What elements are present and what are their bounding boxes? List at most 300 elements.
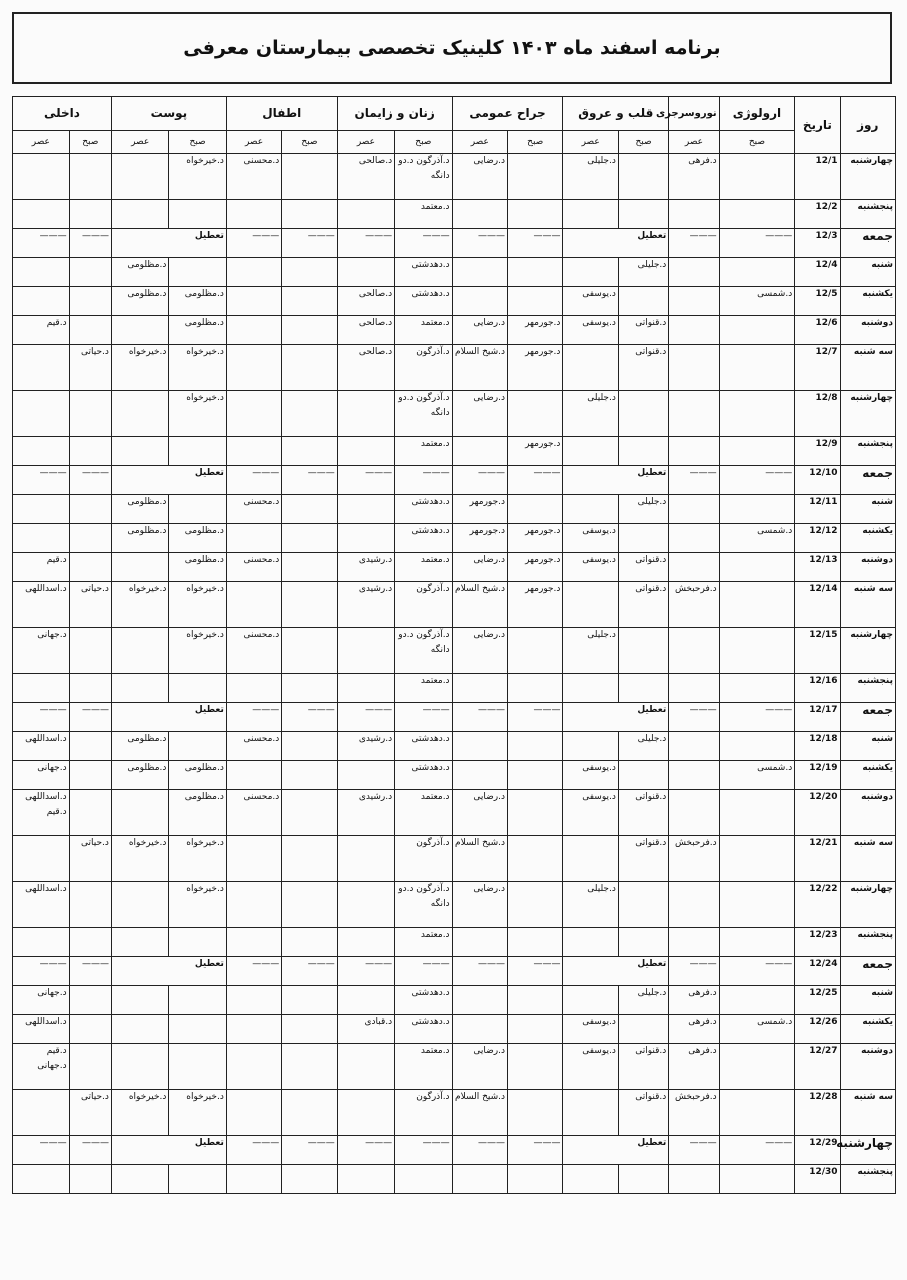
doctor-cell [282, 437, 337, 466]
doctor-cell: د.مظلومی [169, 761, 226, 790]
day-cell: دوشنبه [840, 1044, 895, 1090]
doctor-cell: د.دهدشتی [395, 732, 452, 761]
closed-dash: ——— [452, 466, 507, 495]
doctor-cell: د.اسداللهی [13, 582, 70, 628]
closed-label: تعطیل [563, 703, 669, 732]
doctor-cell: د.یوسفی [563, 287, 618, 316]
closed-dash: ——— [452, 957, 507, 986]
doctor-cell [563, 1090, 618, 1136]
doctor-cell: د.صالحی [337, 345, 394, 391]
doctor-cell [508, 882, 563, 928]
day-cell: دوشنبه [840, 553, 895, 582]
date-cell: 12/18 [795, 732, 840, 761]
closed-dash: ——— [13, 957, 70, 986]
doctor-cell: د.معتمد [395, 200, 452, 229]
closed-label: تعطیل [111, 229, 226, 258]
doctor-cell: د.قنواتی [618, 345, 668, 391]
doctor-cell [452, 732, 507, 761]
doctor-cell: د.اسداللهی [13, 1015, 70, 1044]
closed-label: تعطیل [111, 957, 226, 986]
doctor-cell [669, 790, 719, 836]
doctor-cell [69, 790, 111, 836]
doctor-cell [169, 200, 226, 229]
doctor-cell [282, 582, 337, 628]
closed-dash: ——— [719, 703, 795, 732]
doctor-cell: د.دهدشتی [395, 287, 452, 316]
day-cell: پنجشنبه [840, 928, 895, 957]
doctor-cell [169, 495, 226, 524]
doctor-cell: د.فرهی [669, 1044, 719, 1090]
doctor-cell [337, 674, 394, 703]
doctor-cell [13, 154, 70, 200]
doctor-cell: د.قنواتی [618, 836, 668, 882]
header-pediatrics: اطفال [226, 97, 337, 131]
date-cell: 12/3 [795, 229, 840, 258]
date-cell: 12/23 [795, 928, 840, 957]
doctor-cell [669, 524, 719, 553]
header-obgyn: زنان و زایمان [337, 97, 452, 131]
doctor-cell [226, 1090, 281, 1136]
doctor-cell: د.شیخ السلام [452, 582, 507, 628]
subheader-cardio-morning: صبح [618, 131, 668, 154]
day-cell: پنجشنبه [840, 1165, 895, 1194]
doctor-cell [337, 928, 394, 957]
doctor-cell [719, 154, 795, 200]
doctor-cell [226, 1044, 281, 1090]
date-cell: 12/27 [795, 1044, 840, 1090]
doctor-cell [719, 582, 795, 628]
schedule-body [13, 154, 896, 1194]
doctor-cell: د.یوسفی [563, 553, 618, 582]
table-row [13, 582, 896, 628]
doctor-cell [508, 1015, 563, 1044]
doctor-cell [669, 1165, 719, 1194]
doctor-cell [282, 1044, 337, 1090]
doctor-cell: د.رشیدی [337, 732, 394, 761]
closed-dash: ——— [508, 1136, 563, 1165]
table-row [13, 258, 896, 287]
doctor-cell [508, 200, 563, 229]
date-cell: 12/5 [795, 287, 840, 316]
doctor-cell [452, 437, 507, 466]
doctor-cell: د.مظلومی [111, 761, 168, 790]
day-cell: یکشنبه [840, 761, 895, 790]
doctor-cell [69, 258, 111, 287]
day-cell: چهارشنبه [840, 391, 895, 437]
doctor-cell [452, 1015, 507, 1044]
doctor-cell [69, 928, 111, 957]
closed-dash: ——— [719, 229, 795, 258]
doctor-cell: د.جلیلی [618, 258, 668, 287]
doctor-cell: د.جورمهر [508, 553, 563, 582]
closed-dash: ——— [395, 957, 452, 986]
doctor-cell: د.معتمد [395, 437, 452, 466]
subheader-obgyn-evening: عصر [337, 131, 394, 154]
doctor-cell: د.فرهی [669, 986, 719, 1015]
doctor-cell: د.جلیلی [563, 391, 618, 437]
doctor-cell [669, 732, 719, 761]
doctor-cell [226, 391, 281, 437]
table-row [13, 836, 896, 882]
day-cell: جمعه [840, 957, 895, 986]
closed-dash: ——— [282, 1136, 337, 1165]
doctor-cell: د.قیم [13, 553, 70, 582]
doctor-cell: د.جلیلی [618, 986, 668, 1015]
doctor-cell [111, 986, 168, 1015]
doctor-cell: د.رشیدی [337, 790, 394, 836]
doctor-cell [508, 628, 563, 674]
date-cell: 12/8 [795, 391, 840, 437]
date-cell: 12/1 [795, 154, 840, 200]
day-cell: سه شنبه [840, 345, 895, 391]
day-cell: شنبه [840, 732, 895, 761]
doctor-cell [13, 1165, 70, 1194]
doctor-cell [282, 200, 337, 229]
doctor-cell [618, 391, 668, 437]
doctor-cell [669, 287, 719, 316]
doctor-cell [69, 495, 111, 524]
table-row [13, 466, 896, 495]
closed-dash: ——— [669, 703, 719, 732]
doctor-cell [282, 553, 337, 582]
doctor-cell: د.خیرخواه [111, 582, 168, 628]
closed-dash: ——— [13, 703, 70, 732]
date-cell: 12/30 [795, 1165, 840, 1194]
date-cell: 12/29 [795, 1136, 840, 1165]
doctor-cell [452, 761, 507, 790]
doctor-cell: د.جلیلی [563, 628, 618, 674]
doctor-cell [169, 437, 226, 466]
closed-dash: ——— [395, 1136, 452, 1165]
doctor-cell: د.حیاتی [69, 1090, 111, 1136]
doctor-cell [618, 437, 668, 466]
table-row [13, 703, 896, 732]
day-cell: شنبه [840, 495, 895, 524]
doctor-cell [226, 582, 281, 628]
doctor-cell [618, 287, 668, 316]
doctor-cell [618, 154, 668, 200]
doctor-cell [282, 1015, 337, 1044]
closed-label: تعطیل [563, 1136, 669, 1165]
date-cell: 12/24 [795, 957, 840, 986]
doctor-cell: د.یوسفی [563, 1044, 618, 1090]
closed-dash: ——— [282, 229, 337, 258]
closed-dash: ——— [719, 1136, 795, 1165]
doctor-cell: د.جورمهر [508, 524, 563, 553]
doctor-cell [69, 553, 111, 582]
closed-dash: ——— [69, 1136, 111, 1165]
doctor-cell [282, 524, 337, 553]
date-cell: 12/7 [795, 345, 840, 391]
header-urology: ارولوژی [719, 97, 795, 131]
doctor-cell: د.رضایی [452, 553, 507, 582]
day-cell: جمعه [840, 703, 895, 732]
date-cell: 12/2 [795, 200, 840, 229]
doctor-cell [13, 836, 70, 882]
day-cell: پنجشنبه [840, 437, 895, 466]
schedule-table [12, 96, 896, 1194]
doctor-cell [719, 1090, 795, 1136]
closed-dash: ——— [69, 703, 111, 732]
table-row [13, 882, 896, 928]
doctor-cell: د.محسنی [226, 790, 281, 836]
doctor-cell [669, 495, 719, 524]
doctor-cell [169, 258, 226, 287]
closed-dash: ——— [508, 466, 563, 495]
doctor-cell [719, 986, 795, 1015]
closed-dash: ——— [226, 1136, 281, 1165]
doctor-cell: د.دهدشتی [395, 986, 452, 1015]
doctor-cell: د.شیخ السلام [452, 1090, 507, 1136]
doctor-cell [69, 761, 111, 790]
doctor-cell: د.فرحبخش [669, 1090, 719, 1136]
doctor-cell: د.دهدشتی [395, 258, 452, 287]
doctor-cell: د.معتمد [395, 674, 452, 703]
doctor-cell: د.قنواتی [618, 790, 668, 836]
doctor-cell [226, 287, 281, 316]
doctor-cell: د.آذرگون د.دو دانگه [395, 154, 452, 200]
doctor-cell: د.دهدشتی [395, 761, 452, 790]
doctor-cell [337, 391, 394, 437]
table-row [13, 524, 896, 553]
doctor-cell [337, 437, 394, 466]
header-neurosurgery: نوروسرجری [669, 97, 719, 131]
table-row [13, 790, 896, 836]
doctor-cell [669, 553, 719, 582]
subheader-cardio-evening: عصر [563, 131, 618, 154]
day-cell: یکشنبه [840, 287, 895, 316]
doctor-cell [563, 928, 618, 957]
date-cell: 12/10 [795, 466, 840, 495]
table-row [13, 287, 896, 316]
doctor-cell [226, 928, 281, 957]
doctor-cell [111, 553, 168, 582]
doctor-cell [282, 287, 337, 316]
doctor-cell: د.شمسی [719, 287, 795, 316]
doctor-cell [669, 928, 719, 957]
doctor-cell [618, 761, 668, 790]
doctor-cell [226, 345, 281, 391]
doctor-cell [337, 1090, 394, 1136]
doctor-cell: د.رضایی [452, 882, 507, 928]
doctor-cell [69, 1165, 111, 1194]
doctor-cell: د.جهانی [13, 761, 70, 790]
date-cell: 12/9 [795, 437, 840, 466]
doctor-cell: د.مظلومی [169, 316, 226, 345]
doctor-cell: د.خیرخواه [111, 345, 168, 391]
doctor-cell: د.رشیدی [337, 582, 394, 628]
doctor-cell [111, 154, 168, 200]
closed-dash: ——— [337, 466, 394, 495]
doctor-cell [452, 287, 507, 316]
doctor-cell: د.حیاتی [69, 345, 111, 391]
doctor-cell [111, 928, 168, 957]
doctor-cell [111, 628, 168, 674]
doctor-cell: د.قیم [13, 316, 70, 345]
doctor-cell: د.مظلومی [111, 495, 168, 524]
doctor-cell: د.شمسی [719, 761, 795, 790]
doctor-cell: د.خیرخواه [169, 582, 226, 628]
doctor-cell: د.خیرخواه [169, 391, 226, 437]
doctor-cell: د.قنواتی [618, 553, 668, 582]
doctor-cell: د.شمسی [719, 524, 795, 553]
doctor-cell: د.مظلومی [111, 287, 168, 316]
doctor-cell: د.جورمهر [508, 316, 563, 345]
doctor-cell [169, 1165, 226, 1194]
doctor-cell: د.خیرخواه [111, 1090, 168, 1136]
doctor-cell [618, 1015, 668, 1044]
doctor-cell [508, 732, 563, 761]
title-box [12, 12, 892, 84]
doctor-cell [669, 628, 719, 674]
doctor-cell [111, 316, 168, 345]
doctor-cell [169, 986, 226, 1015]
subheader-internal-evening: عصر [13, 131, 70, 154]
doctor-cell: د.دهدشتی [395, 524, 452, 553]
doctor-cell [508, 1044, 563, 1090]
doctor-cell [111, 674, 168, 703]
doctor-cell [226, 1015, 281, 1044]
doctor-cell [111, 882, 168, 928]
date-cell: 12/28 [795, 1090, 840, 1136]
doctor-cell: د.مظلومی [169, 790, 226, 836]
doctor-cell [69, 882, 111, 928]
doctor-cell: د.محسنی [226, 495, 281, 524]
doctor-cell [563, 437, 618, 466]
subheader-peds-morning: صبح [282, 131, 337, 154]
doctor-cell [669, 761, 719, 790]
doctor-cell [452, 928, 507, 957]
closed-dash: ——— [13, 466, 70, 495]
day-cell: چهارشنبه [840, 154, 895, 200]
closed-dash: ——— [508, 703, 563, 732]
table-row [13, 391, 896, 437]
doctor-cell [669, 437, 719, 466]
doctor-cell [13, 345, 70, 391]
closed-dash: ——— [395, 703, 452, 732]
closed-label: تعطیل [111, 1136, 226, 1165]
doctor-cell [452, 674, 507, 703]
closed-label: تعطیل [111, 703, 226, 732]
doctor-cell: د.رضایی [452, 316, 507, 345]
doctor-cell: د.یوسفی [563, 761, 618, 790]
doctor-cell [226, 258, 281, 287]
doctor-cell: د.معتمد [395, 928, 452, 957]
doctor-cell [282, 674, 337, 703]
doctor-cell [282, 761, 337, 790]
doctor-cell [563, 674, 618, 703]
closed-label: تعطیل [111, 466, 226, 495]
date-cell: 12/6 [795, 316, 840, 345]
doctor-cell [563, 1165, 618, 1194]
doctor-cell: د.اسداللهی [13, 882, 70, 928]
doctor-cell [669, 316, 719, 345]
doctor-cell [111, 1165, 168, 1194]
doctor-cell [508, 391, 563, 437]
doctor-cell [13, 928, 70, 957]
doctor-cell: د.رضایی [452, 391, 507, 437]
closed-dash: ——— [452, 1136, 507, 1165]
day-cell: دوشنبه [840, 316, 895, 345]
table-row [13, 928, 896, 957]
doctor-cell [337, 524, 394, 553]
doctor-cell: د.خیرخواه [111, 836, 168, 882]
doctor-cell [282, 732, 337, 761]
day-cell: چهارشنبه [840, 882, 895, 928]
doctor-cell: د.جلیلی [618, 732, 668, 761]
doctor-cell [69, 200, 111, 229]
doctor-cell [282, 790, 337, 836]
doctor-cell: د.خیرخواه [169, 836, 226, 882]
date-cell: 12/15 [795, 628, 840, 674]
doctor-cell [337, 882, 394, 928]
doctor-cell [111, 391, 168, 437]
doctor-cell [226, 836, 281, 882]
date-cell: 12/19 [795, 761, 840, 790]
closed-dash: ——— [395, 229, 452, 258]
doctor-cell [69, 316, 111, 345]
doctor-cell: د.مظلومی [111, 732, 168, 761]
doctor-cell [337, 836, 394, 882]
header-cardio: قلب و عروق [563, 97, 669, 131]
doctor-cell [563, 732, 618, 761]
closed-label: تعطیل [563, 466, 669, 495]
closed-dash: ——— [669, 466, 719, 495]
doctor-cell: د.جلیلی [563, 882, 618, 928]
closed-dash: ——— [452, 703, 507, 732]
closed-dash: ——— [69, 957, 111, 986]
doctor-cell [282, 1165, 337, 1194]
doctor-cell: د.آذرگون [395, 582, 452, 628]
doctor-cell: د.مظلومی [111, 524, 168, 553]
doctor-cell: د.قنواتی [618, 1090, 668, 1136]
doctor-cell [111, 437, 168, 466]
doctor-cell [719, 1044, 795, 1090]
doctor-cell [337, 258, 394, 287]
table-row [13, 1090, 896, 1136]
doctor-cell [719, 316, 795, 345]
doctor-cell: د.خیرخواه [169, 882, 226, 928]
table-row [13, 154, 896, 200]
subheader-derm-evening: عصر [111, 131, 168, 154]
doctor-cell: د.فرحبخش [669, 582, 719, 628]
doctor-cell [669, 882, 719, 928]
date-cell: 12/4 [795, 258, 840, 287]
doctor-cell [69, 986, 111, 1015]
subheader-obgyn-morning: صبح [395, 131, 452, 154]
closed-dash: ——— [669, 229, 719, 258]
doctor-cell [111, 790, 168, 836]
table-row [13, 1136, 896, 1165]
day-cell: جمعه [840, 229, 895, 258]
doctor-cell [169, 732, 226, 761]
doctor-cell: د.جورمهر [508, 345, 563, 391]
doctor-cell: د.معتمد [395, 1044, 452, 1090]
closed-dash: ——— [719, 957, 795, 986]
subheader-urology-morning: صبح [719, 131, 795, 154]
closed-dash: ——— [282, 957, 337, 986]
doctor-cell: د.مظلومی [169, 553, 226, 582]
doctor-cell [169, 1044, 226, 1090]
table-row [13, 1165, 896, 1194]
page-title: برنامه اسفند ماه ۱۴۰۳ کلینیک تخصصی بیمارستان معرفی [183, 37, 721, 59]
doctor-cell [618, 1165, 668, 1194]
header-general-surgery: جراح عمومی [452, 97, 563, 131]
closed-dash: ——— [337, 957, 394, 986]
header-day: روز [840, 97, 895, 154]
header-internal: داخلی [13, 97, 112, 131]
doctor-cell: د.آذرگون [395, 1090, 452, 1136]
